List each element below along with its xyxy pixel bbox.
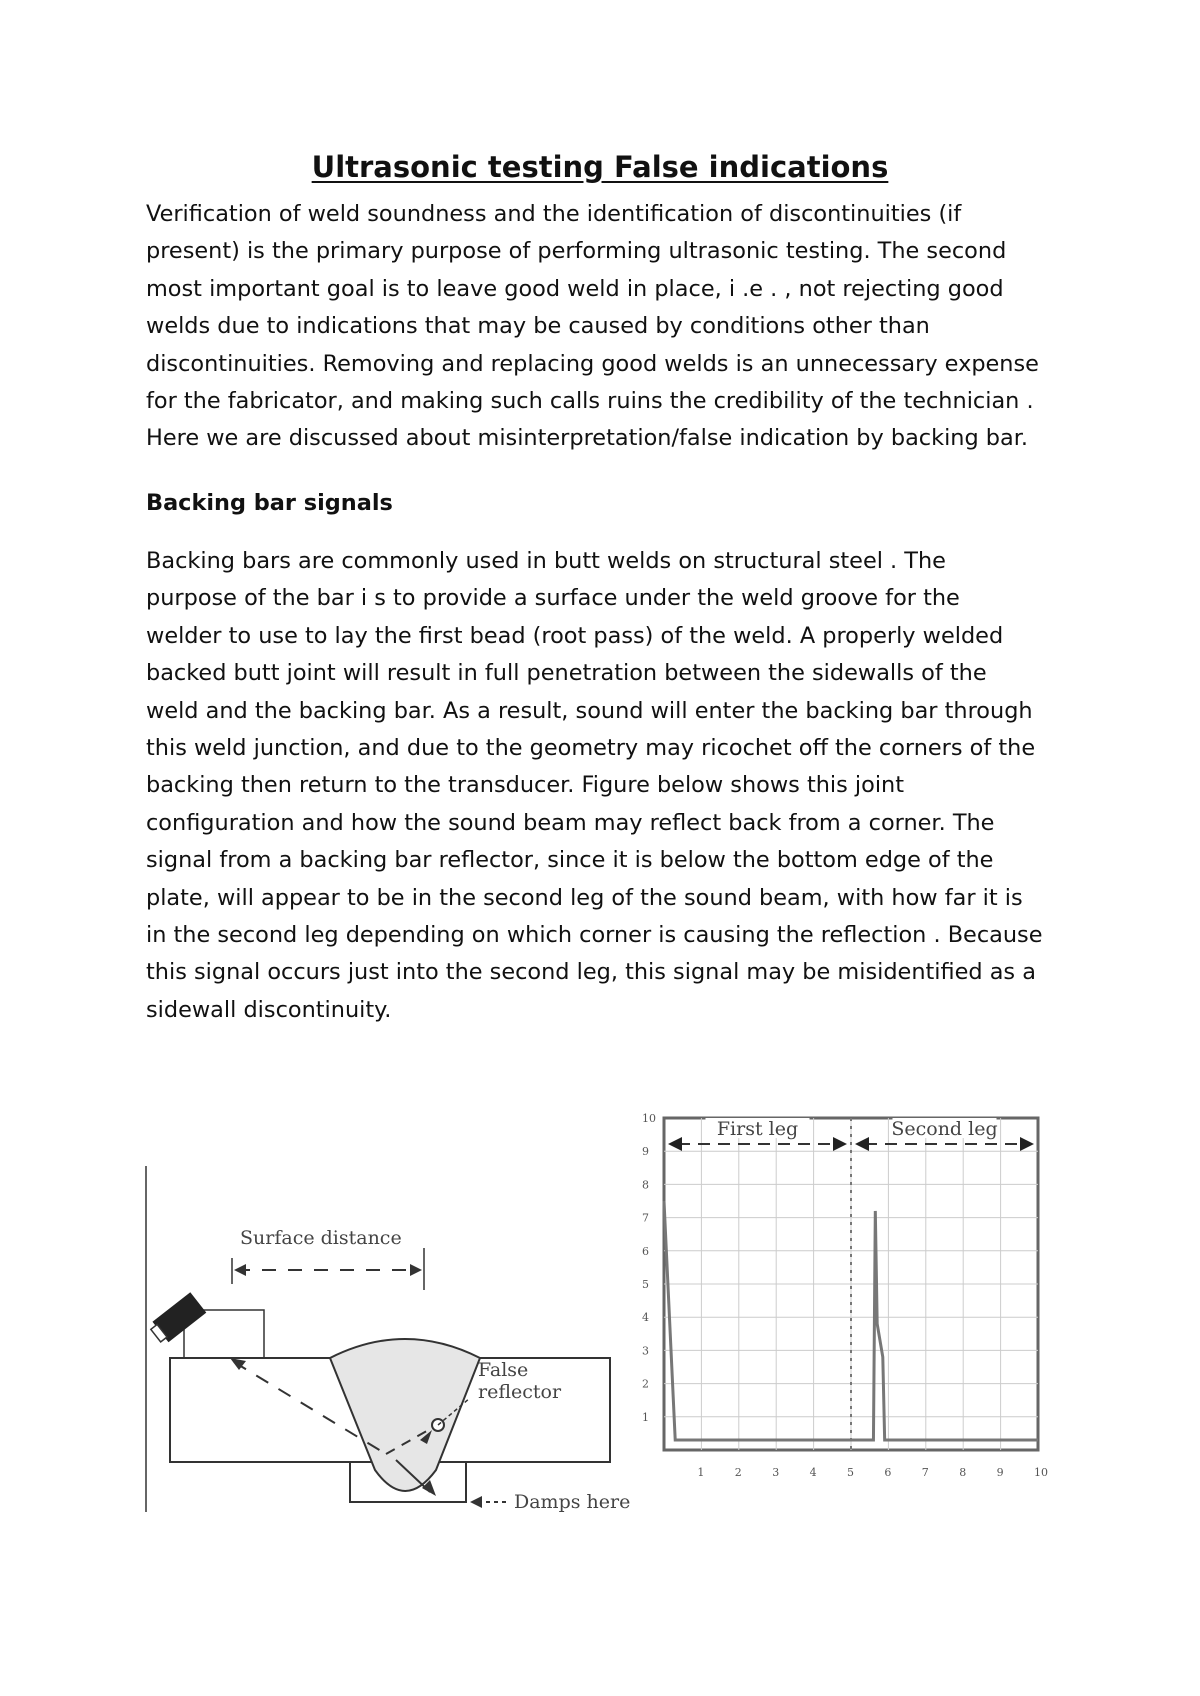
y-tick-label: 4 — [642, 1311, 649, 1325]
weld-joint-diagram — [140, 1140, 650, 1520]
x-tick-label: 3 — [772, 1466, 780, 1479]
text-line: configuration and how the sound beam may reflect back from a corner. The — [146, 809, 995, 836]
leg-label: First leg — [716, 1118, 799, 1140]
y-tick-label: 5 — [642, 1278, 649, 1291]
false-label-line1: False — [478, 1359, 529, 1381]
body-paragraph — [146, 543, 1086, 1029]
x-tick-label: 8 — [959, 1466, 967, 1479]
text-line: weld and the backing bar. As a result, sound will enter the backing bar through — [146, 697, 1033, 724]
a-scan-chart — [628, 1100, 1080, 1520]
text-line: in the second leg depending on which corner is causing the reflection . Because — [146, 922, 1043, 949]
y-tick-label: 1 — [642, 1410, 649, 1424]
false-label-line2: reflector — [478, 1381, 562, 1403]
text-line: Backing bars are commonly used in butt welds on structural steel . The — [146, 548, 946, 574]
x-tick-label: 5 — [847, 1466, 854, 1479]
x-tick-label: 9 — [996, 1466, 1004, 1479]
surface-distance-label: Surface distance — [240, 1227, 402, 1249]
intro-paragraph — [146, 196, 1086, 458]
chart-grid — [664, 1118, 1038, 1450]
text-line: welder to use to lay the first bead (root pass) of the weld. A properly welded — [146, 622, 1004, 649]
text-line: sidewall discontinuity. — [146, 996, 392, 1023]
text-line: plate, will appear to be in the second leg of the sound beam, with how far it is — [146, 884, 1023, 911]
x-tick-label: 6 — [884, 1466, 892, 1479]
text-line: for the fabricator, and making such calls ruins the credibility of the technician . — [146, 388, 1034, 415]
y-tick-label: 3 — [642, 1344, 649, 1358]
x-tick-label: 1 — [697, 1466, 705, 1479]
y-tick-label: 2 — [642, 1377, 649, 1391]
section-heading: Backing bar signals — [146, 490, 393, 516]
y-tick-label: 10 — [642, 1112, 656, 1125]
text-line: backed butt joint will result in full penetration between the sidewalls of the — [146, 660, 987, 687]
text-line: Verification of weld soundness and the identification of discontinuities (if — [146, 201, 962, 227]
x-axis-ticks — [697, 1466, 1048, 1479]
x-tick-label: 4 — [809, 1466, 817, 1479]
x-tick-label: 7 — [921, 1466, 929, 1479]
text-line: most important goal is to leave good weld in place, i .e . , not rejecting good — [146, 275, 1004, 302]
text-line: present) is the primary purpose of performing ultrasonic testing. The second — [146, 238, 1007, 265]
transducer-icon — [148, 1292, 207, 1346]
leg-label: Second leg — [891, 1118, 998, 1140]
text-line: discontinuities. Removing and replacing good welds is an unnecessary expense — [146, 350, 1039, 377]
text-line: purpose of the bar i s to provide a surface under the weld groove for the — [146, 585, 960, 612]
y-tick-label: 8 — [642, 1178, 649, 1192]
text-line: Here we are discussed about misinterpretation/false indication by backing bar. — [146, 425, 1029, 452]
y-axis-ticks — [642, 1112, 656, 1424]
x-tick-label: 10 — [1034, 1466, 1048, 1479]
damps-here-label: Damps here — [514, 1491, 631, 1513]
text-line: welds due to indications that may be caused by conditions other than — [146, 313, 930, 340]
y-tick-label: 7 — [642, 1211, 649, 1225]
text-line: signal from a backing bar reflector, since it is below the bottom edge of the — [146, 847, 994, 874]
y-tick-label: 6 — [642, 1244, 649, 1258]
text-line: this signal occurs just into the second leg, this signal may be misidentified as a — [146, 959, 1036, 986]
text-line: backing then return to the transducer. Figure below shows this joint — [146, 772, 905, 799]
x-tick-label: 2 — [734, 1466, 742, 1479]
y-tick-label: 9 — [642, 1145, 649, 1159]
text-line: this weld junction, and due to the geometry may ricochet off the corners of the — [146, 735, 1036, 762]
page-title: Ultrasonic testing False indications — [311, 150, 889, 184]
